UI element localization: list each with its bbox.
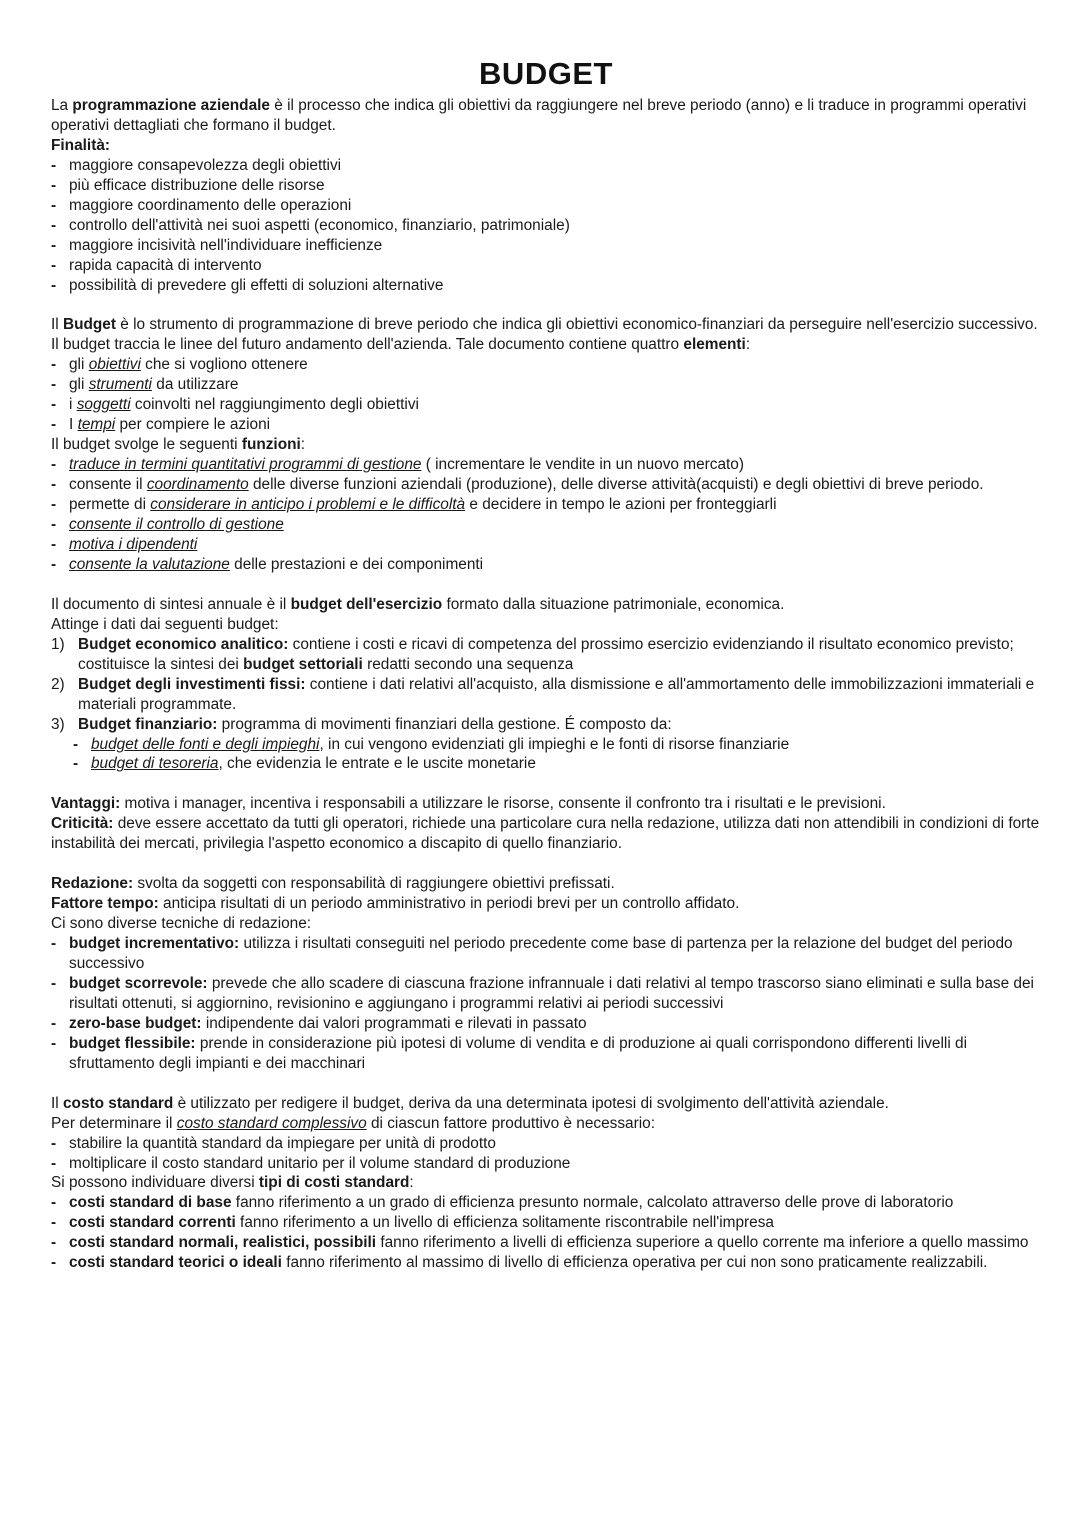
list-item: - budget di tesoreria, che evidenzia le entrate e le uscite monetarie xyxy=(51,754,1041,774)
tecniche-list xyxy=(51,934,1041,1074)
document xyxy=(51,52,1041,1273)
list-item: - budget delle fonti e degli impieghi, in cui vengono evidenziati gli impieghi e le fonti di risorse finanziarie xyxy=(51,735,1041,755)
list-item: - budget incrementativo: utilizza i risultati conseguiti nel periodo precedente come base di partenza per la relazione del budget del periodo successivo xyxy=(51,934,1041,974)
list-item: 1) Budget economico analitico: contiene i costi e ricavi di competenza del prossimo esercizio evidenziando il risultato economico previsto; costituisce la sintesi dei budget settoriali redatti secondo una sequenza xyxy=(51,635,1014,673)
list-item: - traduce in termini quantitativi programmi di gestione ( incrementare le vendite in un nuovo mercato) xyxy=(51,455,1041,475)
attinge-line: Attinge i dati dai seguenti budget: xyxy=(51,615,279,633)
list-item: - budget scorrevole: prevede che allo scadere di ciascuna frazione infrannuale i dati relativi al tempo trascorso siano eliminati e sulla base dei risultati ottenuti, si aggiornino, revisionino e aggiungano i programmi relativi ai periodi successivi xyxy=(51,974,1041,1014)
vantaggi-paragraph: Vantaggi: motiva i manager, incentiva i responsabili a utilizzare le risorse, consente il confronto tra i risultati e le previsioni. xyxy=(51,795,886,813)
list-item: - consente il controllo di gestione xyxy=(51,515,1041,535)
page-title: BUDGET xyxy=(479,56,613,91)
list-item: - più efficace distribuzione delle risorse xyxy=(51,176,1041,196)
list-item: - rapida capacità di intervento xyxy=(51,256,1041,276)
finanziario-sublist xyxy=(51,735,1041,775)
list-item: - consente il coordinamento delle diverse funzioni aziendali (produzione), delle diverse attività(acquisti) e degli obiettivi di breve periodo. xyxy=(51,475,1041,495)
list-item: - costi standard teorici o ideali fanno riferimento al massimo di livello di efficienza operativa per cui non sono praticamente realizzabili. xyxy=(51,1253,1041,1273)
list-item: - budget flessibile: prende in considerazione più ipotesi di volume di vendita e di produzione ai quali corrispondono differenti livelli di sfruttamento degli impianti e dei macchinari xyxy=(51,1034,1041,1074)
tipi-intro: Si possono individuare diversi tipi di costi standard: xyxy=(51,1174,414,1192)
list-item: - zero-base budget: indipendente dai valori programmati e rilevati in passato xyxy=(51,1014,1041,1034)
criticita-paragraph: Criticità: deve essere accettato da tutti gli operatori, richiede una particolare cura nella redazione, utilizza dati non attendibili in condizioni di forte instabilità dei mercati, privilegia l'aspetto economico a discapito di quello finanziario. xyxy=(51,815,1040,853)
list-item: - maggiore incisività nell'individuare inefficienze xyxy=(51,236,1041,256)
finalita-heading: Finalità: xyxy=(51,136,110,154)
list-item: - costi standard correnti fanno riferimento a un livello di efficienza solitamente riscontrabile nell'impresa xyxy=(51,1213,1041,1233)
list-item: - I tempi per compiere le azioni xyxy=(51,415,1041,435)
finalita-list xyxy=(51,156,1041,296)
tipi-list xyxy=(51,1193,1041,1273)
list-item: - possibilità di prevedere gli effetti di soluzioni alternative xyxy=(51,276,1041,296)
list-item: - i soggetti coinvolti nel raggiungimento degli obiettivi xyxy=(51,395,1041,415)
list-item: - motiva i dipendenti xyxy=(51,535,1041,555)
list-item: - stabilire la quantità standard da impiegare per unità di prodotto xyxy=(51,1134,1041,1154)
determinare-list xyxy=(51,1134,1041,1174)
elementi-list xyxy=(51,355,1041,435)
list-item: - gli obiettivi che si vogliono ottenere xyxy=(51,355,1041,375)
list-item: - maggiore coordinamento delle operazioni xyxy=(51,196,1041,216)
tecniche-intro: Ci sono diverse tecniche di redazione: xyxy=(51,915,312,933)
list-item: - moltiplicare il costo standard unitario per il volume standard di produzione xyxy=(51,1154,1041,1174)
list-item: 3) Budget finanziario: programma di movimenti finanziari della gestione. É composto da: xyxy=(51,715,672,733)
list-item: - permette di considerare in anticipo i problemi e le difficoltà e decidere in tempo le azioni per fronteggiarli xyxy=(51,495,1041,515)
determinare-line: Per determinare il costo standard complessivo di ciascun fattore produttivo è necessario: xyxy=(51,1114,655,1132)
budget-definition: Il Budget è lo strumento di programmazione di breve periodo che indica gli obiettivi economico-finanziari da perseguire nell'esercizio successivo. Il budget traccia le linee del futuro andamento dell'azienda. Tale documento contiene quattro elementi: xyxy=(51,316,1038,354)
intro-paragraph: La programmazione aziendale è il processo che indica gli obiettivi da raggiungere nel breve periodo (anno) e li traduce in programmi operativi operativi dettagliati che formano il budget. xyxy=(51,97,1027,134)
list-item: - maggiore consapevolezza degli obiettivi xyxy=(51,156,1041,176)
budgets-list xyxy=(51,635,1041,735)
list-item: 2) Budget degli investimenti fissi: contiene i dati relativi all'acquisto, alla dismissione e all'ammortamento delle immobilizzazioni immateriali e materiali programmate. xyxy=(51,675,1035,713)
list-item: - costi standard di base fanno riferimento a un grado di efficienza presunto normale, calcolato attraverso delle prove di laboratorio xyxy=(51,1193,1041,1213)
costo-standard-paragraph: Il costo standard è utilizzato per redigere il budget, deriva da una determinata ipotesi di svolgimento dell'attività aziendale. xyxy=(51,1094,889,1112)
funzioni-intro: Il budget svolge le seguenti funzioni: xyxy=(51,436,306,454)
redazione-paragraph: Redazione: svolta da soggetti con responsabilità di raggiungere obiettivi prefissati. xyxy=(51,875,615,893)
list-item: - costi standard normali, realistici, possibili fanno riferimento a livelli di efficienza superiore a quello corrente ma inferiore a quello massimo xyxy=(51,1233,1041,1253)
sintesi-paragraph: Il documento di sintesi annuale è il budget dell'esercizio formato dalla situazione patrimoniale, economica. xyxy=(51,595,785,613)
funzioni-list xyxy=(51,455,1041,575)
fattore-tempo-paragraph: Fattore tempo: anticipa risultati di un periodo amministrativo in periodi brevi per un controllo affidato. xyxy=(51,895,740,913)
list-item: - controllo dell'attività nei suoi aspetti (economico, finanziario, patrimoniale) xyxy=(51,216,1041,236)
list-item: - consente la valutazione delle prestazioni e dei componimenti xyxy=(51,555,1041,575)
list-item: - gli strumenti da utilizzare xyxy=(51,375,1041,395)
